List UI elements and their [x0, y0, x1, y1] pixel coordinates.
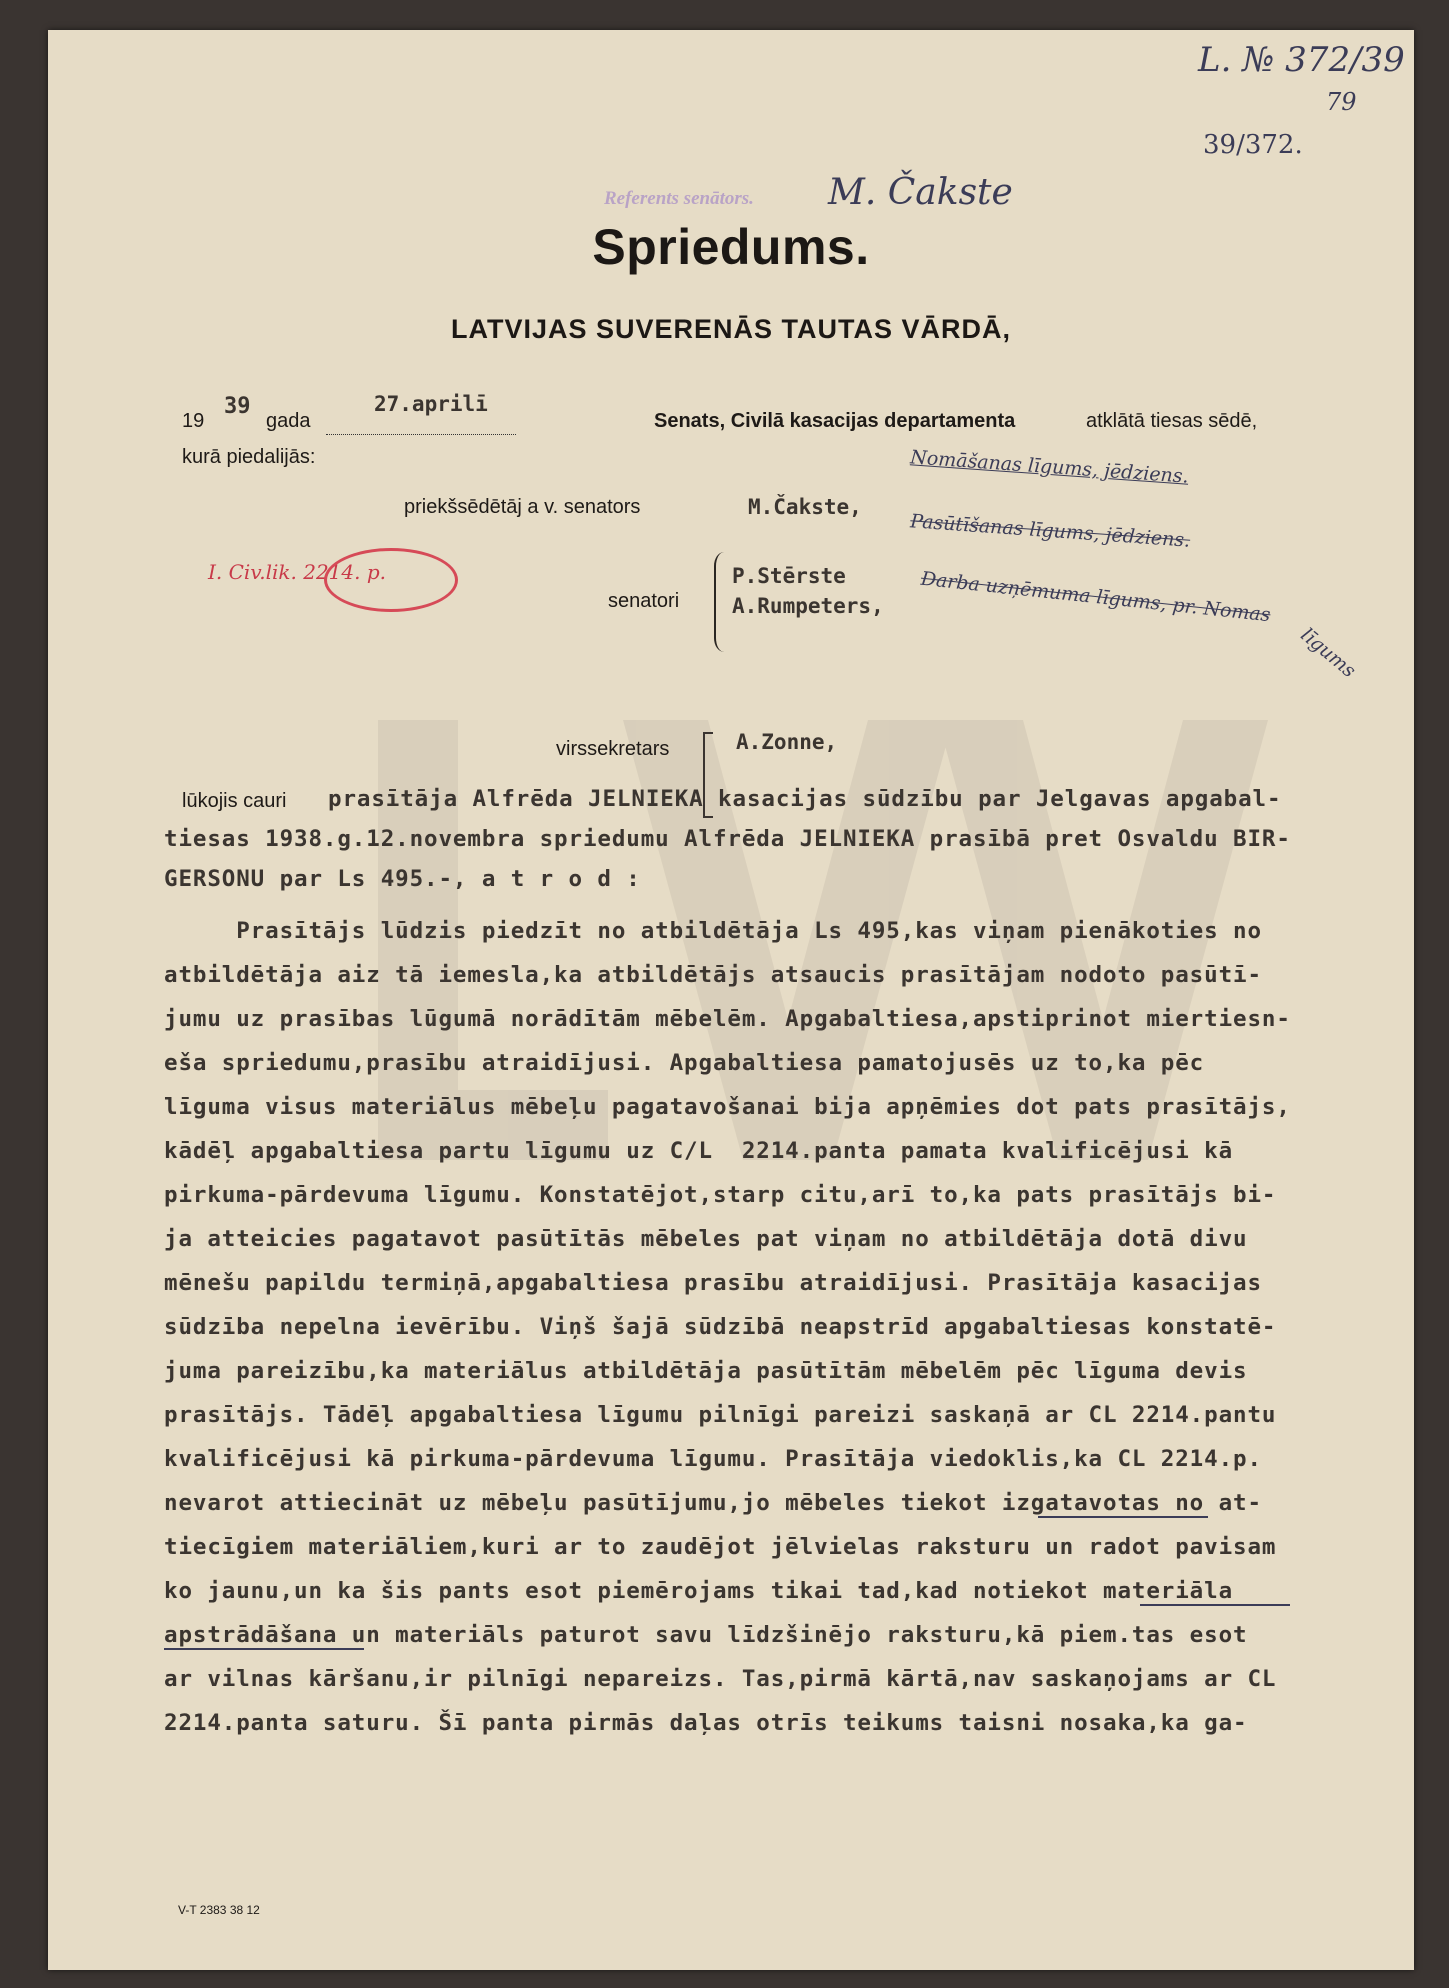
document-subtitle: LATVIJAS SUVERENĀS TAUTAS VĀRDĀ, [450, 314, 1012, 344]
body-line: ja atteicies pagatavot pasūtītās mēbeles pat viņam no atbildētāja dotā divu [164, 1226, 1248, 1252]
court-session: atklātā tiesas sēdē, [1086, 410, 1258, 432]
senator-2: A.Rumpeters, [732, 594, 884, 618]
civil-law-reference: I. Civ.lik. 2214. p. [208, 560, 386, 584]
body-line: atbildētāja aiz tā iemesla,ka atbildētājs atsaucis prasītājam nodoto pasūtī- [164, 962, 1262, 988]
archive-page-number: 79 [1326, 88, 1357, 116]
body-line: nevarot attiecināt uz mēbeļu pasūtījumu,jo mēbeles tiekot izgatavotas no at- [164, 1490, 1262, 1516]
body-line: prasītāja Alfrēda JELNIEKA kasacijas sūdzību par Jelgavas apgabal- [328, 786, 1282, 812]
underline-mark [164, 1648, 364, 1650]
archive-ref-number: L. № 372/39 [1198, 40, 1405, 80]
lead-in-label: lūkojis cauri [182, 790, 287, 812]
body-line: kvalificējusi kā pirkuma-pārdevuma līgumu. Prasītāja viedoklis,ka CL 2214.p. [164, 1446, 1262, 1472]
body-line: ko jaunu,un ka šis pants esot piemērojams tikai tad,kad notiekot materiāla [164, 1578, 1234, 1604]
date-dotted-line [326, 434, 516, 435]
secretary-name: A.Zonne, [736, 730, 838, 754]
court-name: Senats, Civilā kasacijas departamenta [654, 410, 1016, 432]
body-line: tiesas 1938.g.12.novembra spriedumu Alfrēda JELNIEKA prasībā pret Osvaldu BIR- [164, 826, 1291, 852]
body-line: GERSONU par Ls 495.-, a t r o d : [164, 866, 641, 892]
date-value: 27.aprilī [374, 392, 488, 416]
underline-mark [1140, 1604, 1290, 1606]
body-line: jumu uz prasības lūgumā norādītām mēbelēm. Apgabaltiesa,apstiprinot miertiesn- [164, 1006, 1291, 1032]
note-work-contract: Darba uzņēmuma līgums, pr. Nomas [919, 567, 1272, 627]
red-circle-mark [324, 548, 458, 612]
body-line: eša spriedumu,prasību atraidījusi. Apgabaltiesa pamatojusēs uz to,ka pēc [164, 1050, 1205, 1076]
body-line: ar vilnas kāršanu,ir pilnīgi nepareizs. Tas,pirmā kārtā,nav saskaņojams ar CL [164, 1666, 1277, 1692]
senator-1: P.Stērste [732, 564, 846, 588]
print-code: V-T 2383 38 12 [178, 1903, 260, 1917]
referent-stamp: Referents senātors. [604, 188, 754, 209]
gada-label: gada [266, 410, 311, 432]
underline-mark [1038, 1516, 1208, 1518]
note-contract-word: līgums [1296, 623, 1360, 683]
body-line: apstrādāšana un materiāls paturot savu līdzšinējo raksturu,kā piem.tas esot [164, 1622, 1248, 1648]
note-order-contract: Pasūtīšanas līgums, jēdziens. [909, 510, 1191, 552]
note-lease-contract: Nomāšanas līgums, jēdziens. [909, 446, 1190, 488]
body-line: Prasītājs lūdzis piedzīt no atbildētāja Ls 495,kas viņam pienākoties no [164, 918, 1262, 944]
senators-brace [714, 552, 728, 652]
body-line: 2214.panta saturu. Šī panta pirmās daļas otrīs teikums taisni nosaka,ka ga- [164, 1710, 1248, 1736]
document-title: Spriedums. [592, 219, 870, 275]
senators-label: senatori [608, 590, 680, 612]
referent-signature: M. Čakste [828, 172, 1013, 213]
secretary-label: virssekretars [556, 738, 670, 760]
chair-name: M.Čakste, [748, 495, 862, 519]
body-line: līguma visus materiālus mēbeļu pagatavošanai bija apņēmies dot pats prasītājs, [164, 1094, 1291, 1120]
body-line: kādēļ apgabaltiesa partu līgumu uz C/L 2214.panta pamata kvalificējusi kā [164, 1138, 1234, 1164]
body-line: pirkuma-pārdevuma līgumu. Konstatējot,starp citu,arī to,ka pats prasītājs bi- [164, 1182, 1277, 1208]
document-page [48, 30, 1414, 1970]
body-line: mēnešu papildu termiņā,apgabaltiesa prasību atraidījusi. Prasītāja kasacijas [164, 1270, 1262, 1296]
body-line: tiecīgiem materiāliem,kuri ar to zaudējot jēlvielas raksturu un radot pavisam [164, 1534, 1277, 1560]
body-line: sūdzība nepelna ievērību. Viņš šajā sūdzībā neapstrīd apgabaltiesas konstatē- [164, 1314, 1277, 1340]
archive-ref-secondary: 39/372. [1203, 130, 1303, 160]
body-line: prasītājs. Tādēļ apgabaltiesa līgumu pilnīgi pareizi saskaņā ar CL 2214.pantu [164, 1402, 1277, 1428]
body-line: juma pareizību,ka materiālus atbildētāja pasūtītām mēbelēm pēc līguma devis [164, 1358, 1248, 1384]
chair-label: priekšsēdētāj a v. senators [404, 496, 641, 518]
year-prefix: 19 [182, 410, 205, 432]
present-label: kurā piedalijās: [182, 446, 316, 468]
year-suffix: 39 [224, 394, 251, 419]
